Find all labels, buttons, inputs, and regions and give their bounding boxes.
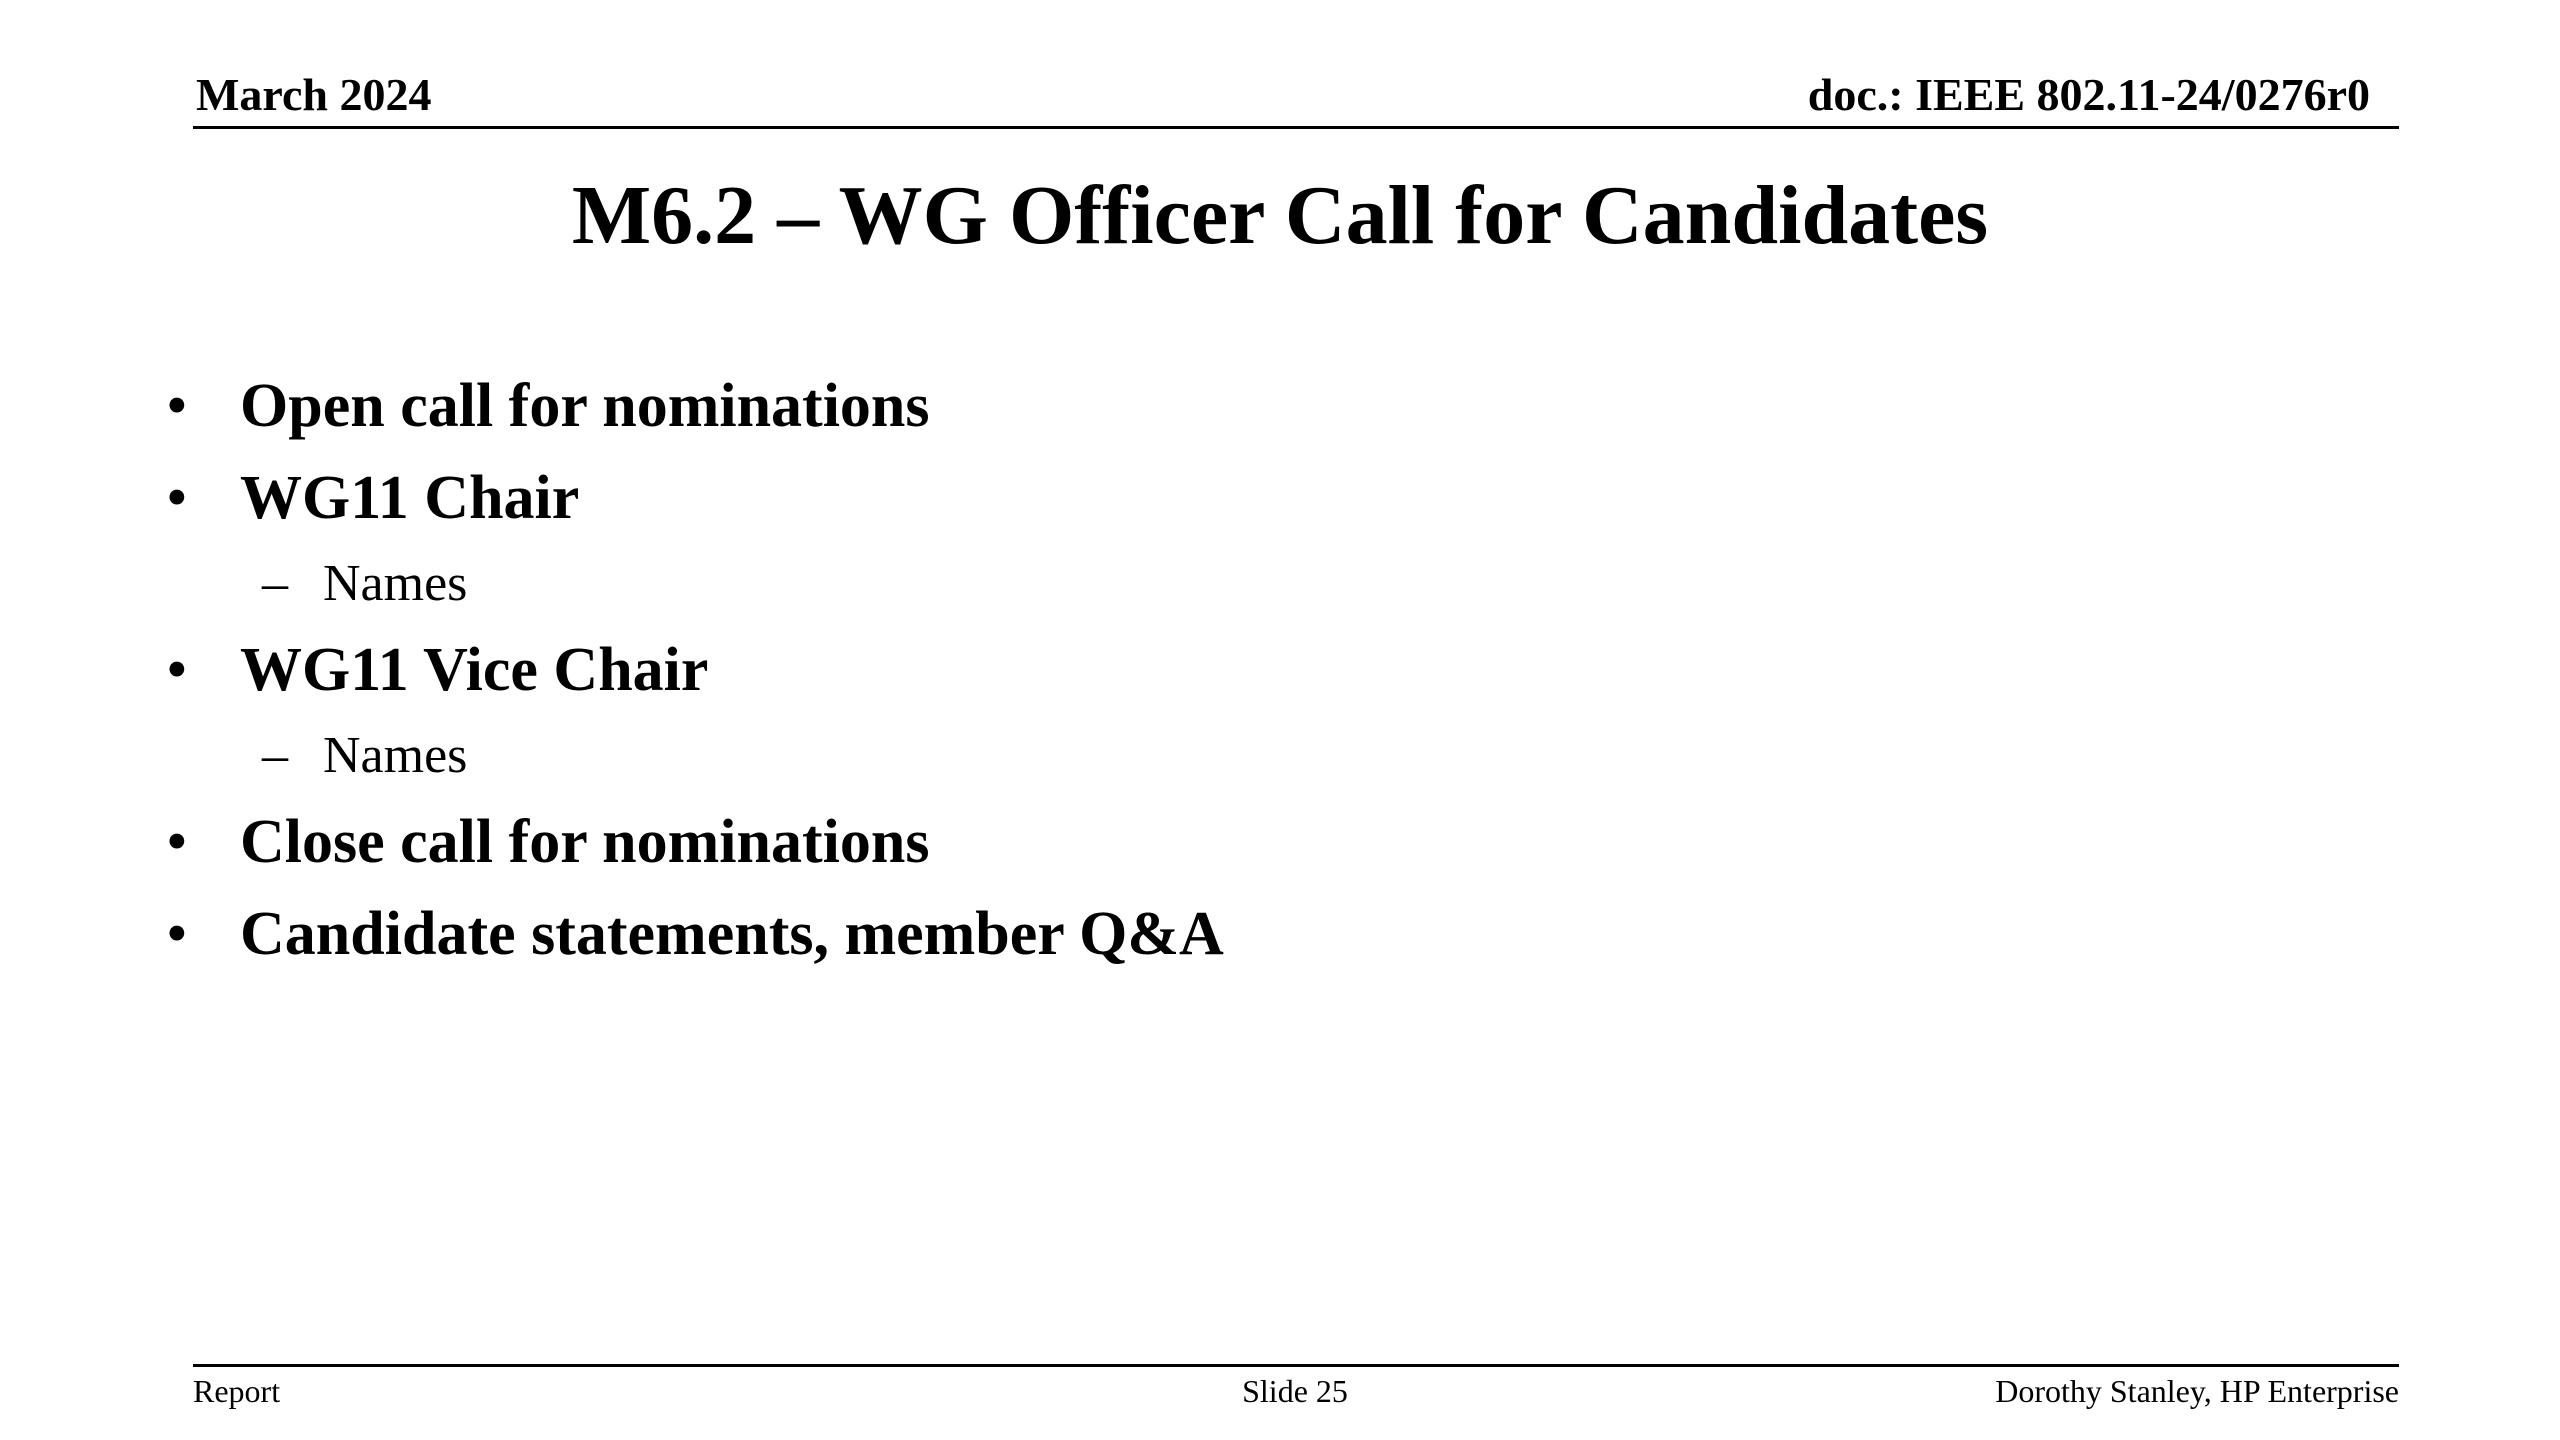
bullet-item [160,796,2360,888]
sub-bullet-text: Names [323,727,468,784]
bullet-list [160,360,2360,980]
bullet-item [160,888,2360,980]
bullet-dot-icon: • [166,372,188,440]
sub-bullet-text: Names [323,555,468,612]
footer-divider [193,1364,2399,1367]
footer-slide-number: Slide 25 [1242,1373,1348,1409]
footer-report-label: Report [193,1373,281,1409]
bullet-item [160,452,2360,544]
bullet-text: Candidate statements, member Q&A [240,900,1224,968]
header-date: March 2024 [196,69,432,120]
bullet-dot-icon: • [166,464,188,532]
header-doc-id: doc.: IEEE 802.11-24/0276r0 [1807,69,2370,120]
bullet-dot-icon: • [166,808,188,876]
sub-bullet-item [160,544,2360,624]
dash-icon: – [262,727,288,784]
bullet-item [160,624,2360,716]
bullet-dot-icon: • [166,636,188,704]
bullet-text: WG11 Chair [240,464,580,532]
slide-title: M6.2 – WG Officer Call for Candidates [571,169,1989,262]
bullet-text: Close call for nominations [240,808,930,876]
header-divider [193,126,2399,129]
footer-author: Dorothy Stanley, HP Enterprise [1995,1373,2399,1409]
sub-bullet-item [160,716,2360,796]
bullet-item [160,360,2360,452]
bullet-dot-icon: • [166,900,188,968]
dash-icon: – [262,555,288,612]
bullet-text: Open call for nominations [240,372,930,440]
bullet-text: WG11 Vice Chair [240,636,709,704]
